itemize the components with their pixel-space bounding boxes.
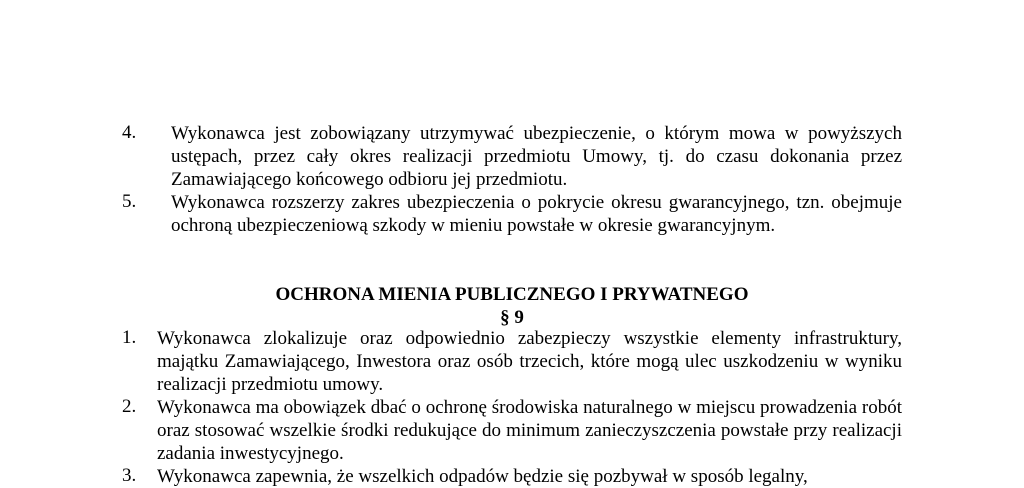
list-item-number: 1. [122,327,137,348]
list-item-text: Wykonawca zapewnia, że wszelkich odpadów będzie się pozbywał w sposób legalny, [157,466,808,487]
list-item-number: 5. [122,191,137,212]
section-heading: OCHRONA MIENIA PUBLICZNEGO I PRYWATNEGO [275,284,749,305]
list-item [0,327,1024,396]
list-item-number: 4. [122,122,137,143]
obligations-list-continued [0,122,1024,237]
list-item [0,122,1024,191]
property-protection-list [0,327,1024,488]
list-item-text: Wykonawca jest zobowiązany utrzymywać ubezpieczenie, o którym mowa w powyższych ustępach, przez cały okres realizacji przedmiotu Umowy, tj. do czasu dokonania przez Zamawiającego końcowego odbioru jej przedmiotu. [171,123,902,190]
list-item-text: Wykonawca zlokalizuje oraz odpowiednio zabezpieczy wszystkie elementy infrastruktury, majątku Zamawiającego, Inwestora oraz osób trzecich, które mogą ulec uszkodzeniu w wyniku realizacji przedmiotu umowy. [157,328,902,395]
paragraph-number: § 9 [500,307,524,328]
list-item-number: 2. [122,396,137,417]
list-item [0,396,1024,465]
list-item [0,191,1024,237]
list-item-number: 3. [122,465,137,486]
list-item-text: Wykonawca rozszerzy zakres ubezpieczenia o pokrycie okresu gwarancyjnego, tzn. obejmuje ochroną ubezpieczeniową szkody w mieniu powstałe w okresie gwarancyjnym. [171,192,902,236]
list-item-text: Wykonawca ma obowiązek dbać o ochronę środowiska naturalnego w miejscu prowadzenia robót oraz stosować wszelkie środki redukujące do minimum zanieczyszczenia powstałe przy realizacji zadania inwestycyjnego. [157,397,902,464]
list-item [0,465,1024,488]
